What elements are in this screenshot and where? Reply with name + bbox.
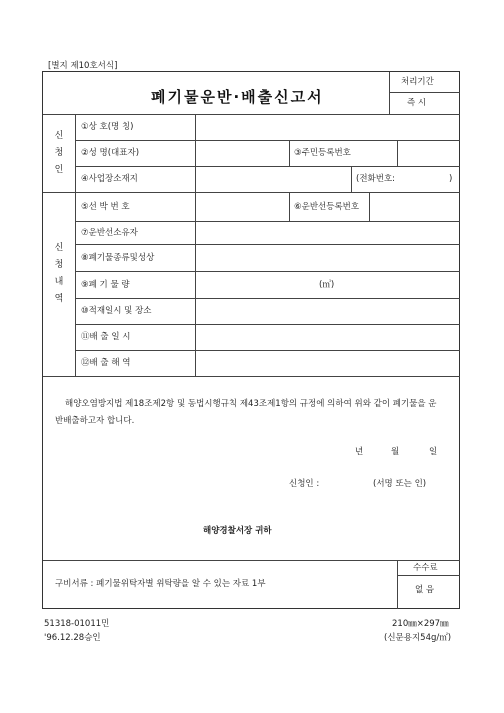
processing-period-label: 처리기간 bbox=[401, 77, 434, 87]
ship-number-label: ⑤선 박 번 호 bbox=[81, 202, 130, 212]
fee-label: 수수료 bbox=[413, 563, 438, 573]
declaration-text: 해양오염방지법 제18조제2항 및 동법시행규칙 제43조제1항의 규정에 의하여 위와 같이 폐기물을 운반배출하고자 합니다. bbox=[55, 399, 437, 426]
loading-label: ⑩적재일시 및 장소 bbox=[81, 306, 152, 316]
ship-registration-label: ⑥운반선등록번호 bbox=[294, 202, 360, 212]
report-form bbox=[42, 71, 460, 609]
phone-close: ) bbox=[449, 174, 453, 184]
applicant-section-label: 신청인 bbox=[54, 131, 64, 175]
amount-unit: (㎥) bbox=[319, 280, 335, 290]
signature-label: 신청인 : bbox=[289, 479, 320, 489]
attachments-text: 구비서류 : 폐기물위탁자별 위탁량을 알 수 있는 자료 1부 bbox=[55, 579, 266, 589]
paper-size: 210㎜×297㎜ bbox=[392, 619, 449, 629]
business-address-label: ④사업장소재지 bbox=[81, 174, 138, 184]
processing-period-value: 즉 시 bbox=[407, 98, 427, 108]
discharge-date-label: ⑪배 출 일 시 bbox=[81, 332, 131, 342]
phone-label: (전화번호: bbox=[356, 174, 396, 184]
ship-owner-label: ⑦운반선소유자 bbox=[81, 228, 138, 238]
date-month: 월 bbox=[391, 447, 400, 457]
waste-type-label: ⑧폐기물종류및성상 bbox=[81, 253, 155, 263]
representative-label: ②성 명(대표자) bbox=[81, 148, 140, 158]
form-code: 51318-01011민 bbox=[44, 619, 110, 629]
waste-amount-label: ⑨폐 기 물 량 bbox=[81, 280, 130, 290]
resident-number-label: ③주민등록번호 bbox=[294, 148, 351, 158]
addressee: 해양경찰서장 귀하 bbox=[203, 526, 272, 536]
date-day: 일 bbox=[429, 447, 438, 457]
paper-type: (신문용지54g/㎡) bbox=[384, 633, 452, 643]
fee-value: 없 음 bbox=[415, 585, 435, 595]
approval-date: '96.12.28승인 bbox=[44, 633, 101, 643]
signature-note: (서명 또는 인) bbox=[373, 479, 427, 489]
form-title: 폐기물운반·배출신고서 bbox=[151, 88, 324, 106]
details-section-label: 신청내역 bbox=[54, 243, 64, 304]
form-number: [별지 제10호서식] bbox=[48, 61, 118, 71]
date-year: 년 bbox=[355, 447, 364, 457]
company-name-label: ①상 호(명 칭) bbox=[81, 122, 134, 132]
discharge-area-label: ⑫배 출 해 역 bbox=[81, 358, 131, 368]
